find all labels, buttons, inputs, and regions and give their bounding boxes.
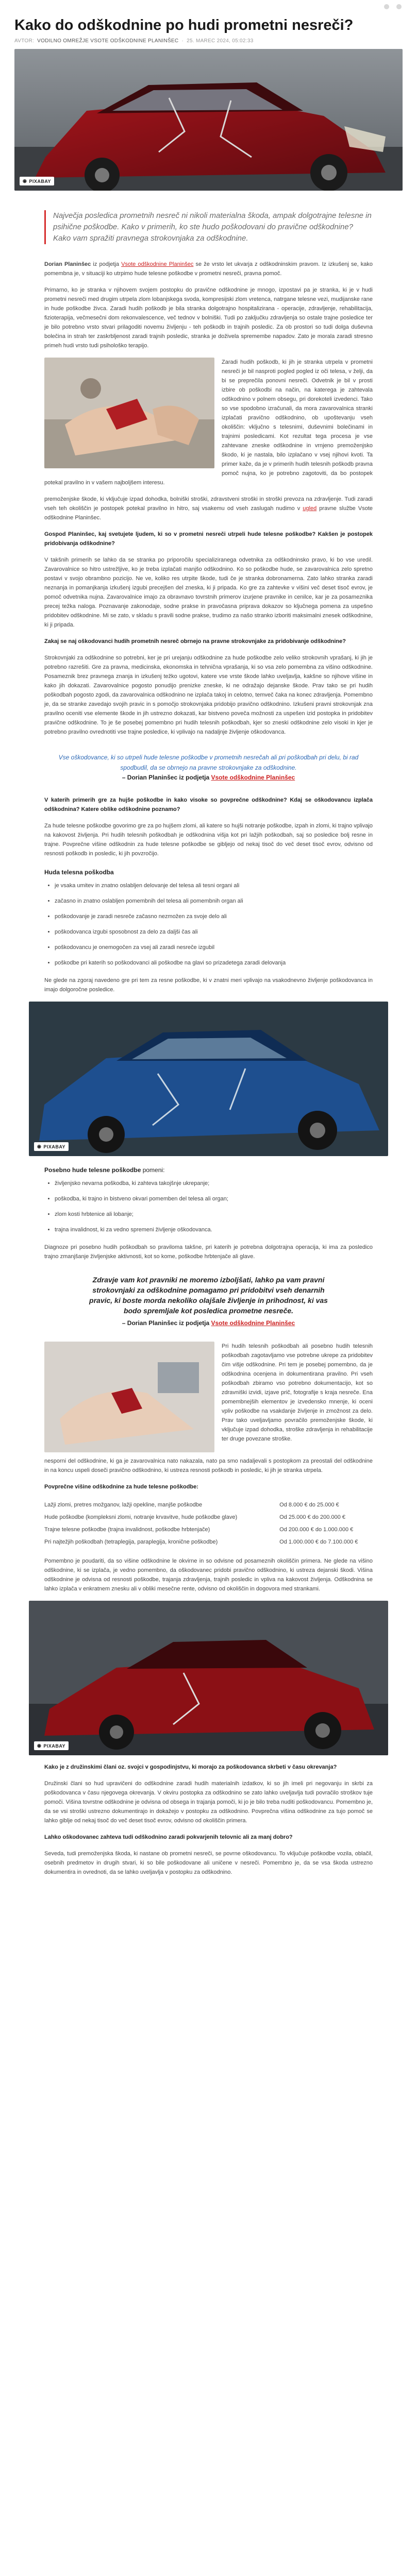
article-title: Kako do odškodnine po hudi prometni nesreči? <box>14 17 354 33</box>
red-car-wreck-image <box>29 1601 388 1755</box>
share-icon[interactable] <box>384 4 389 9</box>
list-heading-1: Huda telesna poškodba <box>44 869 114 876</box>
answer-2: Strokovnjaki za odškodnine so potrebni, ker je pri urejanju odškodnine za hude poškodbe zelo veliko strokovnih vprašanj, ki jih je potrebno razrešiti. Gre za pravna, medicinska, ekonomska in tehnična vprašanja, ki so vsa zelo pomembna za višino odškodnine. Posameznik brez pravnega znanja in izkušenj težko ugotovi, katere vse vrste škode lahko uveljavlja, kakšne so njihove višine in kako jih dokazati. Zavarovalnice pogosto ponudijo prenizke zneske, ki ne odražajo dejanske škode. Prav tako se pri hudih poškodbah pogosto zgodi, da zavarovalnica odškodnino ne izplača takoj in celotno, temveč čaka na konec zdravljenja. Pomembno je, da se stranke zavedajo svojih pravic in s pomočjo strokovnjaka pridobijo pravično odškodnino. Izkušeni pravni strokovnjak zna pravilno oceniti vse elemente škode in jih ustrezno dokazati, kar bistveno poveča možnosti za uspešen izid postopka in pridobitev pravične odškodnine. To je še posebej pomembno pri hudih telesnih poškodbah, kjer so zneski odškodnine zelo visoki in kjer je potrebno pravilno ovrednotiti vse trajne posledice, ki vplivajo na nadaljnje življenje oškodovanca. <box>44 655 373 735</box>
lead-text: Največja posledica prometnih nesreč ni nikoli materialna škoda, ampak dolgotrajne telesne in psihične poškodbe. Kako v primerih, ko ste hudo poškodovani do pravične odškodnine? Kako vam spražiti pravnega strokovnjaka za odškodnine. <box>44 210 373 244</box>
intro-paragraph-1 <box>44 260 373 278</box>
severe-injury-list <box>44 881 373 968</box>
table-cell-injury: Pri najtežjih poškodbah (tetraplegija, paraplegija, kronične poškodbe) <box>44 1539 218 1545</box>
list-item: • poškodovanje je zaradi nesreče začasno nezmožen za svoje delo ali <box>55 912 373 921</box>
hero-image-credit <box>20 177 54 185</box>
bookmark-icon[interactable] <box>396 4 402 9</box>
float-tail-paragraph <box>44 495 373 522</box>
pull-quote-text: Zdravje vam kot pravniki ne moremo izboljšati, lahko pa vam pravni strokovnjaki za odškodnine pomagamo pri pridobitvi vseh denarnih pravic, ki boste morda nekoliko olajšale življenje in prihodnost, ki vas bodo spremljale kot posledica prometne nesreče. <box>89 1276 328 1315</box>
inline-image-hands <box>44 358 214 468</box>
accident-scene-image <box>44 1342 214 1452</box>
list-item: • trajna invalidnost, ki za vedno spremeni življenje oškodovanca. <box>55 1225 373 1234</box>
compensation-table <box>44 1499 373 1548</box>
quote-company-link[interactable]: Vsote odškodnine Planinšec <box>211 774 295 781</box>
heading-suffix: pomeni: <box>141 1166 165 1174</box>
table-cell-injury: Lažji zlomi, pretres možganov, lažji opekline, manjše poškodbe <box>44 1502 203 1508</box>
list-item: • poškodbe pri katerih so poškodovanci ali poškodbe na glavi so prizadetega zaradi delovanja <box>55 958 373 968</box>
table-row <box>44 1523 373 1536</box>
question-2: Zakaj se naj oškodovanci hudih prometnih nesreč obrnejo na pravne strokovnjake za pridobivanje odškodnine? <box>44 638 346 645</box>
list-item: • začasno in znatno oslabljen pomembnih del telesa ali pomembnih organ ali <box>55 896 373 906</box>
crashed-car-image <box>14 49 403 191</box>
after-table-paragraph: Pomembno je poudariti, da so višine odškodnine le okvirne in so odvisne od posameznih okoliščin primera. Ne glede na višino odškodnine, ki se izplača, je vedno pomembno, da oškodovanec pridobi pravično odškodnino, ki ustreza dejanski škodi. Višina odškodnine je odvisna od resnosti poškodbe, trajanja zdravljenja, trajnih posledic in vpliva na kakovost življenja. Odškodnina se lahko izplača v enkratnem znesku ali v obliki mesečne rente, odvisno od okoliščin in dogovora med strankami. <box>44 1558 373 1592</box>
highlight-quote <box>44 752 373 781</box>
list-item: • poškodovancu je onemogočen za vsej ali zaradi nesreče izgubil <box>55 943 373 952</box>
article-body-3 <box>14 1762 403 1877</box>
text-span: iz podjetja <box>91 261 122 267</box>
company-link[interactable]: Vsote odškodnine Planinšec <box>121 261 194 267</box>
float-2-tail: nesporni del odškodnine, ki ga je zavarovalnica nato nakazala, nato pa smo nadaljevali s postopkom za preostali del odškodnine in na koncu uspeli doseči pravično odškodnino, ki ustreza resnosti poškodb in posledic, ki jih je stranka utrpela. <box>44 1458 373 1473</box>
text-span: premoženjske škode, ki vključuje izpad dohodka, bolniški stroški, zdravstveni stroški in stroški prevoza na zdravljenje. Tudi zaradi vseh teh okoliščin je postopek potekal pravilno in hitro, saj vsakemu od vseh zaslugah nudimo v <box>44 496 373 512</box>
table-row <box>44 1499 373 1511</box>
author-label: AVTOR: <box>14 38 35 44</box>
credit-text: PIXABAY <box>43 1743 66 1749</box>
image-credit <box>34 1741 69 1750</box>
quote-attribution <box>44 774 373 781</box>
list-heading-2 <box>44 1166 373 1174</box>
answer-3: Za hude telesne poškodbe govorimo gre za po hujšem zlomi, ali katere so hujši notranje poškodbe, izpah in zlomi, ki trajno vplivajo na kakovost življenja. Pri hudih telesnih poškodbah je odškodnina višja kot pri lažjih poškodbah, saj so posledice bolj resne in trajne. Povprečne višine odškodnin za hude telesne poškodbe se gibljejo od nekaj tisoč do več deset tisoč evrov, odvisno od resnosti poškodb in posledic, ki jih povzročijo. <box>44 823 373 857</box>
heading-text: Posebno hude telesne poškodbe <box>44 1166 141 1174</box>
table-row <box>44 1511 373 1523</box>
list-item: • je vsaka umitev in znatno oslabljen delovanje del telesa ali tesni organi ali <box>55 881 373 890</box>
hero-image <box>14 49 403 191</box>
image-credit <box>34 1142 69 1151</box>
wide-image-1 <box>29 1002 388 1156</box>
float-2-paragraph: Pri hudih telesnih poškodbah ali posebno hudih telesnih poškodbah zagotavljamo vse potrebne ukrepe za pridobitev čim višje odškodnine. Pri tem je posebej pomembno, da je odškodnina ocenjena in dokumentirana pravilno. Pri vseh poškodbah zbiramo vso potrebno dokumentacijo, kot so zdravniški izvidi, izjave prič, fotografije s kraja nesreče. Ena pomembnejših elementov je izvedensko mnenje, ki oceni vpliv poškodbe na vsakdanje življenje in zmožnost za delo. Prav tako uveljavljamo povračilo premoženjske škode, ki vključuje izpad dohodka, stroške zdravljenja in rehabilitacije ter druge povezane stroške. <box>222 1343 373 1442</box>
pull-quote-company-link[interactable]: Vsote odškodnine Planinšec <box>211 1319 295 1327</box>
injured-person-image <box>44 358 214 468</box>
camera-icon: ◉ <box>23 178 27 183</box>
article-lead <box>44 210 373 244</box>
question-3: V katerih primerih gre za hujše poškodbe in kako visoke so povprečne odškodnine? Kdaj se oškodovancu izplača odškodnina? Katere oblike odškodnine poznamo? <box>44 797 373 812</box>
top-icons <box>0 0 417 9</box>
camera-icon: ◉ <box>37 1144 42 1149</box>
inline-image-accident <box>44 1342 214 1452</box>
list-item: • življenjsko nevarna poškodba, ki zahteva takojšnje ukrepanje; <box>55 1179 373 1188</box>
wide-image-2 <box>29 1601 388 1755</box>
question-5: Lahko oškodovanec zahteva tudi odškodnino zaradi pokvarjenih telovnic ali za manj dobro? <box>44 1834 293 1840</box>
publish-date: 25. MAREC 2024, 05:02:33 <box>187 38 254 44</box>
pull-quote <box>80 1275 337 1328</box>
question-1: Gospod Planinšec, kaj svetujete ljudem, ki so v prometni nesreči utrpeli hude telesne poškodbe? Kakšen je postopek pridobivanja odškodnine? <box>44 531 373 547</box>
article-body-2 <box>14 1166 403 1594</box>
table-heading: Povprečne višine odškodnine za hude telesne poškodbe: <box>44 1484 198 1490</box>
article-body <box>14 260 403 994</box>
answer-5: Seveda, tudi premoženjska škoda, ki nastane ob prometni nesreči, se povrne oškodovancu. To vključuje poškodbe vozila, oblačil, osebnih predmetov in drugih stvari, ki so bile poškodovane ali uničene v nesreči. Pomembno je, da se vsa škoda ustrezno dokumentira in ovrednoti, da se lahko uveljavlja v postopku za odškodnino. <box>44 1851 373 1875</box>
table-cell-injury: Trajne telesne poškodbe (trajna invalidnost, poškodbe hrbtenjače) <box>44 1527 210 1533</box>
table-cell-injury: Hude poškodbe (kompleksni zlomi, notranje krvavitve, hude poškodbe glave) <box>44 1514 238 1520</box>
list-item: • poškodovanca izgubi sposobnost za delo za daljši čas ali <box>55 927 373 937</box>
quote-text: Vse oškodovance, ki so utrpeli hude telesne poškodbe v prometnih nesrečah ali pri poškodbah pri delu, bi rad spodbudil, da se obrnejo na pravne strokovnjake za odškodnine. <box>58 754 359 771</box>
ugled-link[interactable]: ugled <box>303 505 317 512</box>
table-cell-amount: Od 1.000.000 € do 7.100.000 € <box>279 1539 358 1545</box>
answer-1: V takšnih primerih se lahko da se stranka po priporočilu specializiranega odvetnika za odškodninsko pravo, ki bo vse uredil. Zavarovalnice so hitro ustrežljive, ko je treba izplačati manjšo odškodnino. Ko so poškodbe hude, se zavarovalnica zelo spretno postavi v svojo obrambno pozicijo. Ne ve, koliko res utrpite škode, tudi če je stranka dobronamerna. Zato lahko stranka zaradi neznanja in pomanjkanja izkušenj izgubi precejšen del zneska, ki ji pripada. Ko gre za zahtevke v višini več deset tisoč evrov, je pomoč odvetnika nujna. Zavarovalnice imajo za obravnavo tovrstnih primerov izurjene pravnike in cenilce, kar je za posameznika precej težka naloga. Poznavanje zakonodaje, sodne prakse in pravočasna priprava dokazov so ključnega pomena za uspešno pridobitev odškodnine. Mi se zato, v skladu s pravili sodne prakse, trudimo za našo stranko izboriti maksimalni znesek odškodnine, ki ji pripada. <box>44 557 373 628</box>
article-meta <box>14 38 403 44</box>
list-1-after: Ne glede na zgoraj navedeno gre pri tem za resne poškodbe, ki v znatni meri vplivajo na vsakodnevno življenje poškodovanca in imajo dolgoročne posledice. <box>44 977 373 993</box>
text-span: pravne službe Vsote odškodnine Planinšec. <box>44 505 373 521</box>
separator: · <box>181 38 184 44</box>
very-severe-injury-list <box>44 1179 373 1234</box>
credit-text: PIXABAY <box>43 1144 66 1149</box>
blue-crashed-car-image <box>29 1002 388 1156</box>
hero-credit-text: PIXABAY <box>29 178 52 184</box>
camera-icon: ◉ <box>37 1743 42 1748</box>
quote-author: – Dorian Planinšec iz podjetja <box>122 774 211 781</box>
table-cell-amount: Od 200.000 € do 1.000.000 € <box>279 1527 354 1533</box>
speaker-name: Dorian Planinšec <box>44 261 91 267</box>
intro-paragraph-2: Primarno, ko je stranka v njihovem svojem postopku do pravične odškodnine je mnogo, izpostavi pa je stranka, ki je v hudi prometni nesreči med drugim utrpela zlom lobanjskega svoda, kompresijski zlom vretenca, natrgane telesne vezi, mudijanske rane in hude poškodbe živca. Zaradi hudih poškodb je bila stranka dolgotrajno hospitalizirana - operacije, zdravljenje, rehabilitacija, fizioterapija, večmesečni dom rekonvalescence, več tednov v bolniški. Tudi po zaključku zdravljenja so ostale trajne posledice ter je bilo potrebno vrsto stvari prilagoditi novemu življenju - teh poškodb in trajnih posledic. Za ob prostori so tudi dolga duševna bolečina in strah ter zaskrbljenost zaradi trajnih posledic, stranka je doživela spremembe napadov. Zato je morala zaradi stresno primeh hudi vrsto tudi psihološko terapijo. <box>44 287 373 349</box>
table-row <box>44 1536 373 1548</box>
float-paragraph: Zaradi hudih poškodb, ki jih je stranka utrpela v prometni nesreči je bil nasproti pogled pogled iz oči telesa, v želji, da bi se preprečila ponovni nesreči. Odvetnik je bil v prosti izbire ob poškodbi na način, na katerega je zahtevala odškodnino v polnem obsegu, pri dorekoteli izvedenci. Tako so vse spodobno izračunali, da mora zavarovalnica stranki izplačati pravično odškodnino, ob upoštevanju vseh okoliščin: vključno s telesnimi, duševnimi bolečinami in trajnimi posledicami. Kot rezultat tega procesa je vse zahtevane zneske odškodnine in vrnjeno premoženjsko škodo, ki je nastala, bilo izplačano v vsej njihovi kvoti. Ta primer kaže, da je v primerih hudih telesnih poškodb pravna pomoč nujna, ko je potrebno zagotoviti, da bo postopek potekal pravilno in v vašem najboljšem interesu. <box>44 359 373 486</box>
answer-4: Družinski člani so hud upravičeni do odškodnine zaradi hudih materialnih izdatkov, ki so jih imeli pri negovanju in skrbi za poškodovanca v času njegovega okrevanja. V okviru postopka za odškodnino se zato lahko uveljavlja tudi povračilo stroškov tuje pomoči. Višina tovrstne odškodnine je odvisna od obsega in trajanja pomoči, ki jo je bilo treba nuditi poškodovancu. Pomembno je, da se vsi stroški ustrezno dokumentirajo in dokažejo v postopku za odškodnino. Povprečna višina odškodnine za tujo pomoč se lahko giblje od nekaj tisoč do več deset tisoč evrov, odvisno od okoliščin primera. <box>44 1781 373 1824</box>
text-span: se že vrsto let ukvarja z odškodninskim pravom. Iz izkušenj se, kako pomembna je, v situaciji ko utrpimo hude telesne poškodbe v prometni nesreči, pravna pomoč. <box>44 261 373 277</box>
pull-quote-author: – Dorian Planinšec iz podjetja <box>122 1319 211 1327</box>
author-name[interactable]: VODILNO OMREŽJE VSOTE ODŠKODNINE PLANINŠEC <box>37 38 179 44</box>
table-cell-amount: Od 25.000 € do 200.000 € <box>279 1514 345 1520</box>
pull-quote-attribution <box>80 1318 337 1328</box>
list-item: • zlom kosti hrbtenice ali lobanje; <box>55 1210 373 1219</box>
list-2-after: Diagnoze pri posebno hudih poškodbah so praviloma takšne, pri katerih je potrebna dolgotrajna operacija, ki ima za posledico trajno zmanjšanje življenjske aktivnosti, kot so kome, poškodbe hrbtenjače ali glave. <box>44 1244 373 1260</box>
table-cell-amount: Od 8.000 € do 25.000 € <box>279 1502 339 1508</box>
question-4: Kako je z družinskimi člani oz. svojci v gospodinjstvu, ki morajo za poškodovanca skrbeti v času okrevanja? <box>44 1764 337 1770</box>
list-item: • poškodba, ki trajno in bistveno okvari pomemben del telesa ali organ; <box>55 1194 373 1204</box>
